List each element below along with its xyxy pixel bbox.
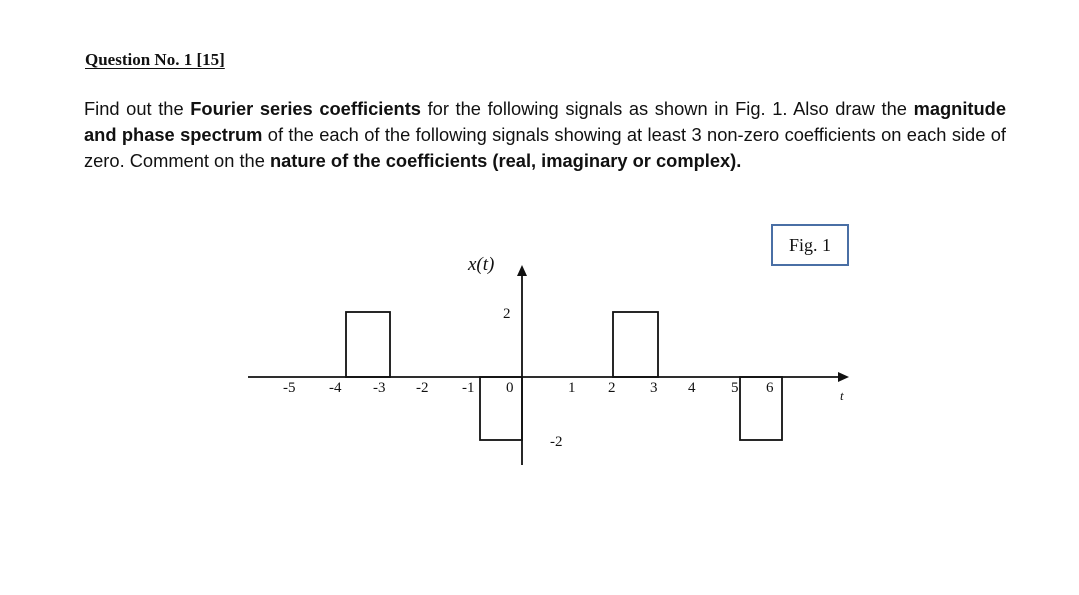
negative-pulse — [740, 377, 782, 440]
x-axis-label: t — [840, 388, 844, 403]
figure-label: Fig. 1 — [771, 224, 849, 266]
tick-label: 5 — [731, 380, 739, 396]
tick-label: -4 — [329, 380, 342, 396]
tick-label: -2 — [416, 380, 429, 396]
question-text-part-1: Find out the — [84, 98, 191, 119]
emphasis-magnitude-phase-spectrum: magnitude and phase spectrum — [84, 98, 1006, 145]
amplitude-axis-arrow — [517, 265, 527, 276]
tick-label: 3 — [650, 380, 658, 396]
tick-label: 0 — [506, 380, 514, 396]
tick-label: 6 — [766, 380, 774, 396]
tick-label: 4 — [688, 380, 696, 396]
negative-pulse — [480, 377, 522, 440]
question-text-part-3: of the each of the following signals showing at least 3 non-zero coefficients on each side of zero. Comment on the — [84, 124, 1006, 171]
positive-pulse — [346, 312, 390, 377]
positive-pulse — [613, 312, 658, 377]
amplitude-label-positive: 2 — [503, 306, 511, 322]
emphasis-fourier-series-coefficients: Fourier series coefficients — [190, 98, 421, 119]
tick-label: -3 — [373, 380, 386, 396]
y-axis-label: x(t) — [468, 254, 495, 275]
amplitude-label-negative: -2 — [550, 434, 563, 450]
question-text-part-2: for the following signals as shown in Fig. 1. Also draw the — [420, 98, 914, 119]
time-axis-arrow — [838, 372, 849, 382]
tick-label: 1 — [568, 380, 576, 396]
tick-label: -5 — [283, 380, 296, 396]
question-heading: Question No. 1 [15] — [85, 50, 225, 69]
tick-label: -1 — [462, 380, 475, 396]
emphasis-nature-of-coefficients: nature of the coefficients (real, imaginary or complex). — [269, 150, 742, 171]
tick-label: 2 — [608, 380, 616, 396]
